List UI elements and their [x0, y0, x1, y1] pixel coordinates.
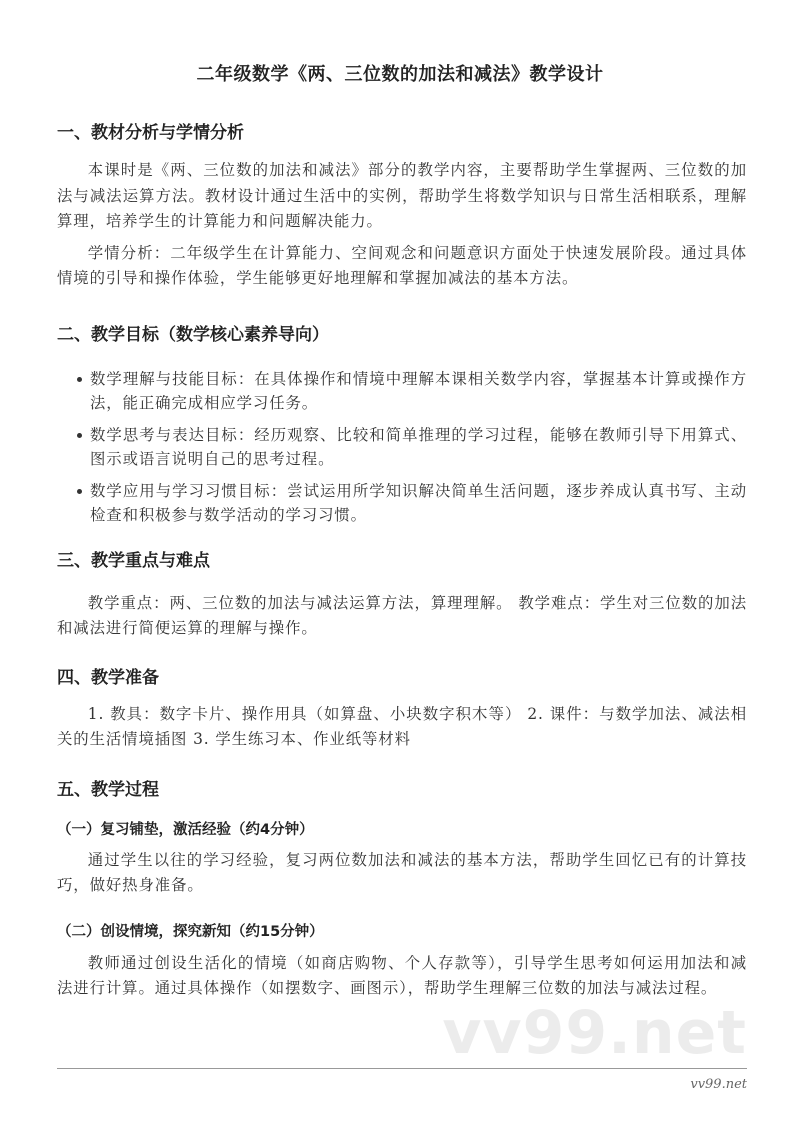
list-item-text: 数学应用与学习习惯目标：尝试运用所学知识解决简单生活问题，逐步养成认真书写、主动检查和积极参与数学活动的学习习惯。 [90, 481, 747, 524]
list-item [57, 367, 747, 415]
section-2-heading: 二、教学目标（数学核心素养导向） [57, 324, 329, 345]
watermark: vv99.net [442, 997, 747, 1068]
section-1-paragraph-1: 本课时是《两、三位数的加法和减法》部分的教学内容，主要帮助学生掌握两、三位数的加法与减法运算方法。教材设计通过生活中的实例，帮助学生将数学知识与日常生活相联系，理解算理，培养学生的计算能力和问题解决能力。 [57, 161, 747, 230]
list-item-text: 数学思考与表达目标：经历观察、比较和简单推理的学习过程，能够在教师引导下用算式、图示或语言说明自己的思考过程。 [90, 425, 747, 468]
subsection-1-paragraph: 通过学生以往的学习经验，复习两位数加法和减法的基本方法，帮助学生回忆已有的计算技巧，做好热身准备。 [57, 850, 747, 894]
subsection-2-heading: （二）创设情境，探究新知（约15分钟） [57, 923, 324, 940]
footer-site: vv99.net [690, 1076, 747, 1092]
section-4-paragraph: 1. 教具：数字卡片、操作用具（如算盘、小块数字积木等） 2. 课件：与数学加法、减法相关的生活情境插图 3. 学生练习本、作业纸等材料 [57, 704, 747, 748]
objectives-list [57, 367, 747, 527]
document-title: 二年级数学《两、三位数的加法和减法》教学设计 [196, 64, 604, 85]
list-item-text: 数学理解与技能目标：在具体操作和情境中理解本课相关数学内容，掌握基本计算或操作方法，能正确完成相应学习任务。 [90, 369, 747, 412]
subsection-2-paragraph: 教师通过创设生活化的情境（如商店购物、个人存款等），引导学生思考如何运用加法和减法进行计算。通过具体操作（如摆数字、画图示），帮助学生理解三位数的加法与减法过程。 [57, 953, 747, 997]
section-5-heading: 五、教学过程 [57, 779, 159, 800]
section-3-heading: 三、教学重点与难点 [57, 550, 210, 571]
bullet-icon [77, 377, 82, 382]
section-4-heading: 四、教学准备 [57, 667, 159, 688]
list-item [57, 423, 747, 471]
bullet-icon [77, 433, 82, 438]
footer-divider [57, 1068, 747, 1069]
bullet-icon [77, 489, 82, 494]
section-3-paragraph: 教学重点：两、三位数的加法与减法运算方法，算理理解。 教学难点：学生对三位数的加法和减法进行简便运算的理解与操作。 [57, 593, 747, 637]
list-item [57, 479, 747, 527]
section-1-heading: 一、教材分析与学情分析 [57, 123, 244, 143]
section-1-paragraph-2: 学情分析：二年级学生在计算能力、空间观念和问题意识方面处于快速发展阶段。通过具体情境的引导和操作体验，学生能够更好地理解和掌握加减法的基本方法。 [57, 243, 747, 287]
subsection-1-heading: （一）复习铺垫，激活经验（约4分钟） [57, 821, 314, 838]
